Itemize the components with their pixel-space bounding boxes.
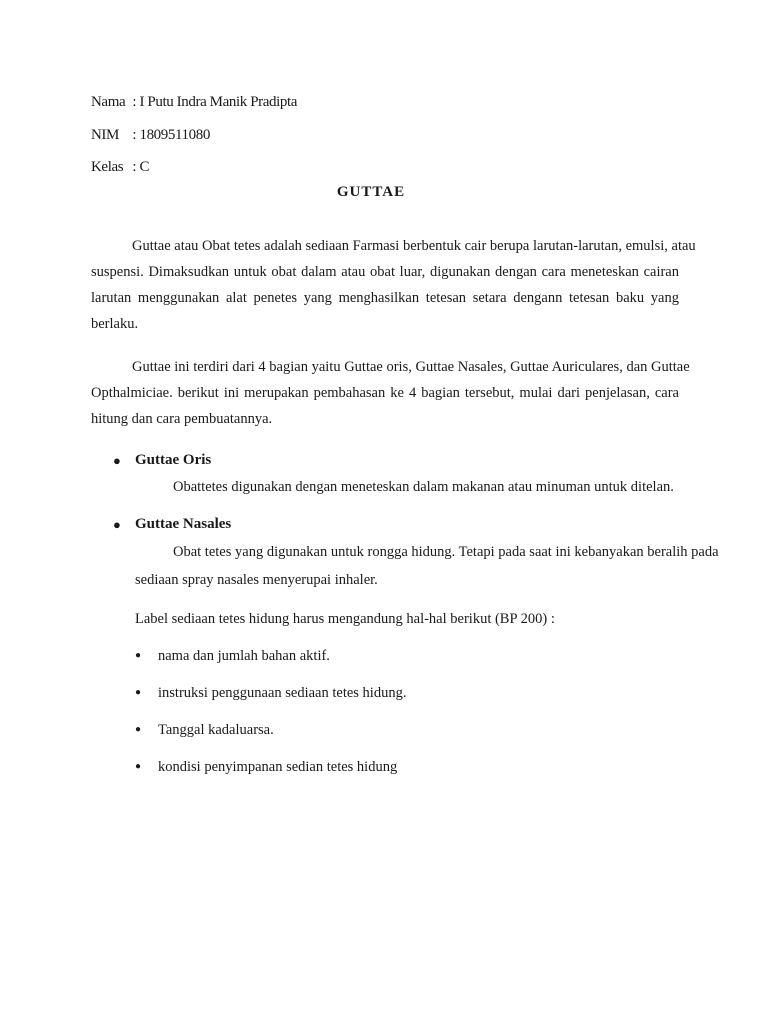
paragraph-line: hitung dan cara pembuatannya. [91,411,273,427]
nama-value: : I Putu Indra Manik Pradipta [132,94,297,110]
paragraph-intro [91,233,696,337]
paragraph-line: Guttae atau Obat tetes adalah sediaan Farmasi berbentuk cair berupa larutan-larutan, emulsi, atau [132,238,696,254]
kelas-label: Kelas [91,159,124,175]
section-heading-guttae-oris: Guttae Oris [135,452,212,468]
label-item: instruksi penggunaan sediaan tetes hidung. [158,685,407,701]
section-text-guttae-oris: Obattetes digunakan dengan meneteskan dalam makanan atau minuman untuk ditelan. [173,479,674,495]
nim-label: NIM [91,127,119,143]
paragraph-line: Opthalmiciae. berikut ini merupakan pembahasan ke 4 bagian tersebut, mulai dari penjelasan, cara [91,385,679,401]
paragraph-line: Guttae ini terdiri dari 4 bagian yaitu Guttae oris, Guttae Nasales, Guttae Auriculares, dan Guttae [132,359,690,375]
bullet-icon: ● [135,724,142,735]
nim-row [91,127,210,144]
nama-row [91,94,297,111]
label-item: nama dan jumlah bahan aktif. [158,648,330,664]
paragraph-line: berlaku. [91,316,139,332]
section-heading-guttae-nasales: Guttae Nasales [135,516,232,532]
paragraph-line: larutan menggunakan alat penetes yang menghasilkan tetesan setara dengann tetesan baku yang [91,290,679,306]
page-title: GUTTAE [336,184,406,200]
kelas-value: : C [132,159,150,175]
label-intro: Label sediaan tetes hidung harus mengandung hal-hal berikut (BP 200) : [135,611,555,627]
bullet-icon: ● [135,761,142,772]
bullet-icon: ● [113,453,121,468]
bullet-icon: ● [113,517,121,532]
label-item: kondisi penyimpanan sedian tetes hidung [158,759,398,775]
bullet-icon: ● [135,687,142,698]
section-text-guttae-nasales-line1: Obat tetes yang digunakan untuk rongga hidung. Tetapi pada saat ini kebanyakan beralih pada [173,544,719,560]
paragraph-parts [91,354,690,432]
kelas-row [91,159,149,176]
bullet-icon: ● [135,650,142,661]
nama-label: Nama [91,94,126,110]
label-item: Tanggal kadaluarsa. [158,722,274,738]
paragraph-line: suspensi. Dimaksudkan untuk obat dalam atau obat luar, digunakan dengan cara meneteskan cairan [91,264,679,280]
section-text-guttae-nasales-line2: sediaan spray nasales menyerupai inhaler. [135,572,378,588]
nim-value: : 1809511080 [132,127,210,143]
